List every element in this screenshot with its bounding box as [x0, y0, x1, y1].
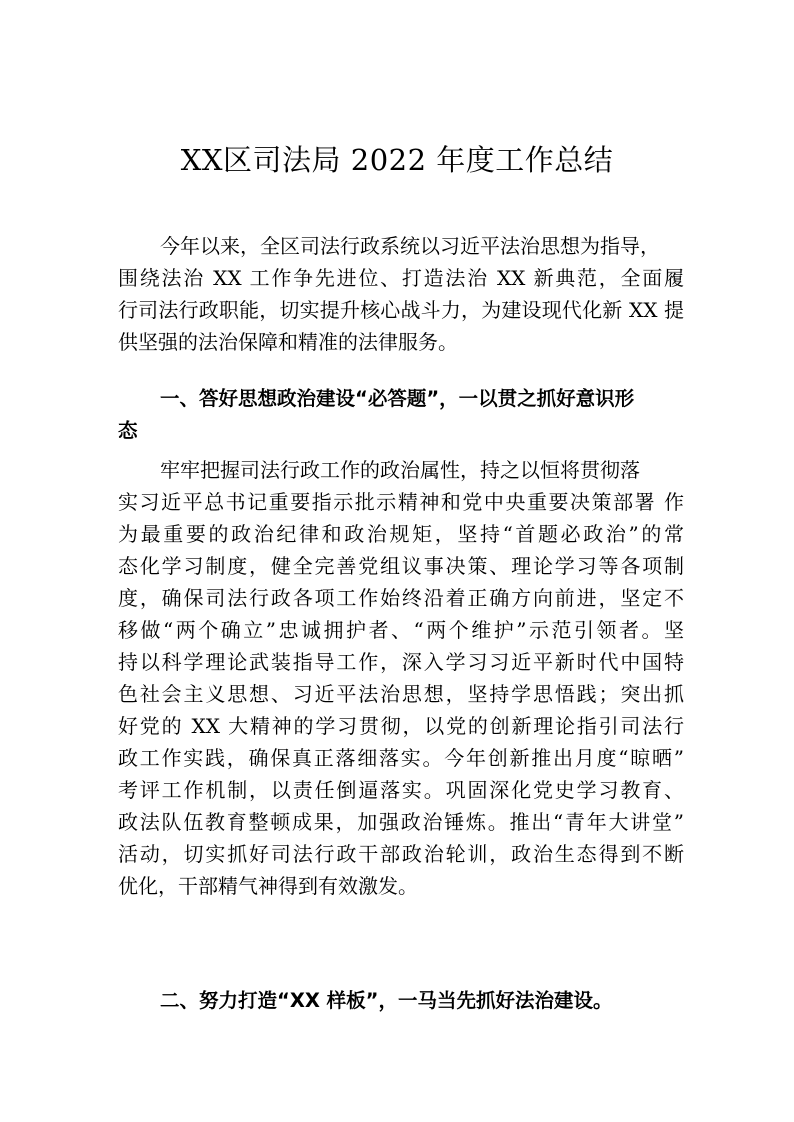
paragraph-line: 度，确保司法行政各项工作始终沿着正确方向前进，坚定不 [118, 586, 684, 610]
paragraph-line: 考评工作机制，以责任倒逼落实。巩固深化党史学习教育、 [118, 778, 684, 802]
paragraph-line: 政工作实践，确保真正落细落实。今年创新推出月度“晾晒” [118, 746, 684, 770]
paragraph-line: 移做“两个确立”忠诚拥护者、“两个维护”示范引领者。坚 [118, 618, 684, 642]
paragraph-line: 态化学习制度，健全完善党组议事决策、理论学习等各项制 [118, 554, 684, 578]
paragraph-line: 牢牢把握司法行政工作的政治属性，持之以恒将贯彻落 [160, 458, 640, 482]
heading-line: 二、努力打造“XX 样板”，一马当先抓好法治建设。 [160, 989, 613, 1012]
section-1-paragraph [118, 454, 684, 902]
paragraph-line: 政法队伍教育整顿成果，加强政治锤炼。推出“青年大讲堂” [118, 810, 684, 834]
paragraph-line: 持以科学理论武装指导工作，深入学习习近平新时代中国特 [118, 650, 684, 674]
paragraph-line: 实习近平总书记重要指示批示精神和党中央重要决策部署 作 [118, 490, 684, 514]
heading-line: 一、答好思想政治建设“必答题”，一以贯之抓好意识形 [160, 387, 635, 410]
document-title: XX区司法局 2022 年度工作总结 [180, 143, 614, 177]
paragraph-line: 优化，干部精气神得到有效激发。 [118, 874, 418, 898]
paragraph-line: 为最重要的政治纪律和政治规矩，坚持“首题必政治”的常 [118, 522, 684, 546]
paragraph-line: 活动，切实抓好司法行政干部政治轮训，政治生态得到不断 [118, 842, 684, 866]
heading-line: 态 [118, 419, 138, 442]
intro-paragraph [118, 230, 684, 358]
paragraph-line: 行司法行政职能，切实提升核心战斗力，为建设现代化新 XX 提 [118, 298, 684, 322]
section-heading-1 [118, 383, 684, 447]
paragraph-line: 围绕法治 XX 工作争先进位、打造法治 XX 新典范，全面履 [118, 266, 684, 290]
paragraph-line: 好党的 XX 大精神的学习贯彻，以党的创新理论指引司法行 [118, 714, 684, 738]
paragraph-line: 供坚强的法治保障和精准的法律服务。 [118, 330, 458, 354]
section-heading-2 [118, 985, 684, 1017]
paragraph-line: 今年以来，全区司法行政系统以习近平法治思想为指导， [160, 234, 660, 258]
paragraph-line: 色社会主义思想、习近平法治思想，坚持学思悟践；突出抓 [118, 682, 684, 706]
